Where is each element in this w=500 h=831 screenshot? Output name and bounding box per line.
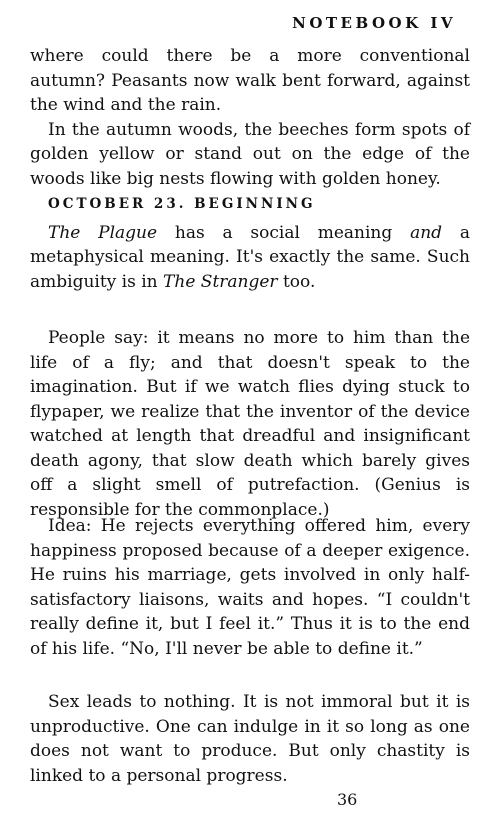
running-head: NOTEBOOK IV <box>292 14 456 32</box>
paragraph-autumn-continued: where could there be a more conventional autumn? Peasants now walk bent forward, against the wind and the rain. <box>30 46 470 115</box>
page-number: 36 <box>337 790 358 809</box>
paragraph-plague <box>30 221 470 295</box>
text-block-sex <box>30 690 470 788</box>
word-and: and <box>410 222 443 243</box>
section-heading: OCTOBER 23. BEGINNING <box>48 196 316 212</box>
text-block-autumn <box>30 44 470 191</box>
paragraph-autumn-woods: In the autumn woods, the beeches form spots of golden yellow or stand out on the edge of the woods like big nests flowing with golden honey. <box>30 119 470 189</box>
plague-text-part1: has a social meaning <box>157 222 411 243</box>
title-the-plague: The Plague <box>48 222 158 243</box>
paragraph-sex: Sex leads to nothing. It is not immoral but it is unproductive. One can indulge in it so long as one does not want to produce. But only chastity is linked to a personal progress. <box>30 692 470 786</box>
paragraph-flies: People say: it means no more to him than the life of a fly; and that doesn't speak to the imagination. But if we watch flies dying stuck to flypaper, we realize that the inventor of the device watched at length that dreadful and insignificant death agony, that slow death which barely gives off a slight smell of putrefaction. (Genius is responsible for the commonplace.) <box>30 328 470 520</box>
title-the-stranger: The Stranger <box>163 271 278 292</box>
text-block-idea <box>30 514 470 661</box>
paragraph-idea: Idea: He rejects everything offered him, every happiness proposed because of a deeper exigence. He ruins his marriage, gets involved in only half-satisfactory liaisons, waits and hopes. “I couldn't really define it, but I feel it.” Thus it is to the end of his life. “No, I'll never be able to define it.” <box>30 516 470 659</box>
text-block-flies <box>30 326 470 522</box>
plague-text-part2: a metaphysical meaning. It's exactly the same. Such ambiguity is in <box>30 222 470 292</box>
text-block-october <box>30 192 470 294</box>
plague-text-part3: too. <box>277 271 316 292</box>
